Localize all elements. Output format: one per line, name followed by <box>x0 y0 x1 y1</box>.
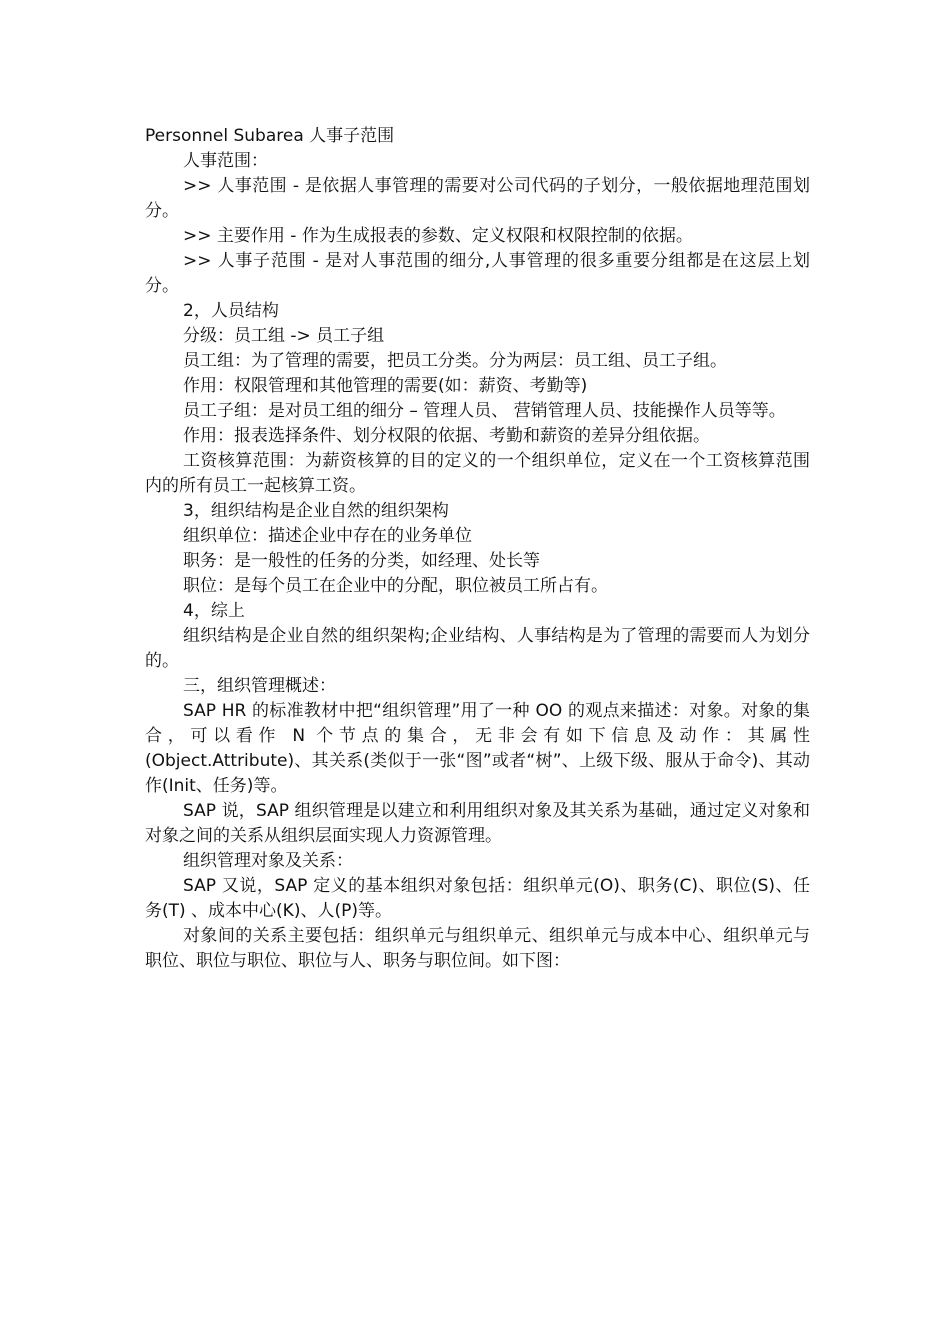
document-title: Personnel Subarea 人事子范围 <box>145 126 395 146</box>
paragraph: SAP HR 的标准教材中把“组织管理”用了一种 OO 的观点来描述：对象。对象的集合，可以看作 N 个节点的集合，无非会有如下信息及动作：其属性(Object.Attribute)、其关系(类似于一张“图”或者“树”、上级下级、服从于命令)、其动作(Init、任务)等。 <box>145 701 810 796</box>
section-heading: 2，人员结构 <box>183 301 279 321</box>
paragraph: SAP 又说，SAP 定义的基本组织对象包括：组织单元(O)、职务(C)、职位(S)、任务(T) 、成本中心(K)、人(P)等。 <box>145 876 810 921</box>
paragraph: 组织管理对象及关系： <box>183 851 353 871</box>
paragraph: >> 人事子范围 - 是对人事范围的细分,人事管理的很多重要分组都是在这层上划分。 <box>145 251 810 296</box>
paragraph: 组织结构是企业自然的组织架构;企业结构、人事结构是为了管理的需要而人为划分的。 <box>145 626 810 671</box>
paragraph: 对象间的关系主要包括：组织单元与组织单元、组织单元与成本中心、组织单元与职位、职位与职位、职位与人、职务与职位间。如下图： <box>145 926 810 971</box>
paragraph: 职位：是每个员工在企业中的分配，职位被员工所占有。 <box>183 576 608 596</box>
paragraph: >> 主要作用 - 作为生成报表的参数、定义权限和权限控制的依据。 <box>183 226 693 246</box>
paragraph: 组织单位：描述企业中存在的业务单位 <box>183 526 472 546</box>
paragraph: >> 人事范围 - 是依据人事管理的需要对公司代码的子划分，一般依据地理范围划分。 <box>145 176 810 221</box>
paragraph: 工资核算范围：为薪资核算的目的定义的一个组织单位，定义在一个工资核算范围内的所有员工一起核算工资。 <box>145 451 810 496</box>
paragraph: 职务：是一般性的任务的分类，如经理、处长等 <box>183 551 540 571</box>
paragraph: 员工子组：是对员工组的细分 – 管理人员、 营销管理人员、技能操作人员等等。 <box>183 401 786 421</box>
paragraph: 分级：员工组 -> 员工子组 <box>183 326 385 346</box>
paragraph: 人事范围： <box>183 151 268 171</box>
section-heading: 3，组织结构是企业自然的组织架构 <box>183 501 449 521</box>
paragraph: 作用：报表选择条件、划分权限的依据、考勤和薪资的差异分组依据。 <box>183 426 710 446</box>
paragraph: 员工组：为了管理的需要，把员工分类。分为两层：员工组、员工子组。 <box>183 351 727 371</box>
paragraph: SAP 说，SAP 组织管理是以建立和利用组织对象及其关系为基础，通过定义对象和对象之间的关系从组织层面实现人力资源管理。 <box>145 801 810 846</box>
paragraph: 作用：权限管理和其他管理的需要(如：薪资、考勤等) <box>183 376 588 396</box>
section-heading: 4，综上 <box>183 601 245 621</box>
section-heading: 三，组织管理概述： <box>183 676 336 696</box>
document-body <box>145 124 810 974</box>
